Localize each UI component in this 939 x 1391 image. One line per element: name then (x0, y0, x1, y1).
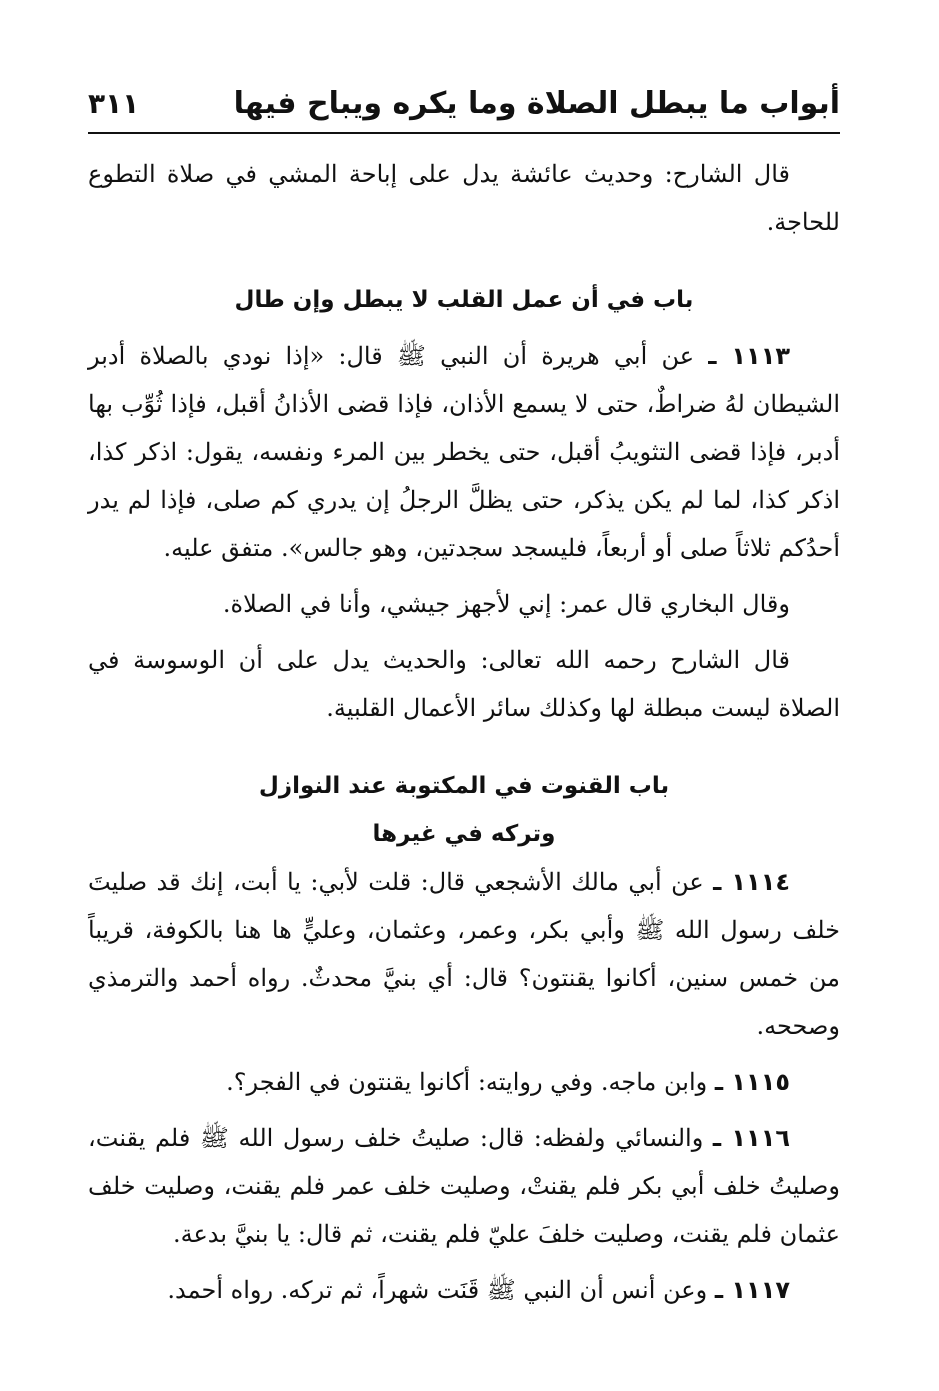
hadith-text-1117: وعن أنس أن النبي ﷺ قَنَت شهراً، ثم تركه. رواه أحمد. (167, 1276, 708, 1304)
header-rule (88, 132, 840, 134)
running-title: أبواب ما يبطل الصلاة وما يكره ويباح فيها (233, 86, 840, 121)
hadith-text-1115: وابن ماجه. وفي روايته: أكانوا يقنتون في الفجر؟. (226, 1068, 708, 1096)
hadith-text-1113: عن أبي هريرة أن النبي ﷺ قال: «إذا نودي بالصلاة أدبر الشيطان لهُ ضراطٌ، حتى لا يسمع الأذان، فإذا قضى الأذانُ أقبل، فإذا ثُوِّب بها أدبر، فإذا قضى التثويبُ أقبل، حتى يخطر بين المرء ونفسه، يقول: اذكر كذا، اذكر كذا، لما لم يكن يذكر، حتى يظلَّ الرجلُ إن يدري كم صلى، فإذا لم يدر أحدُكم ثلاثاً صلى أو أربعاً، فليسجد سجدتين، وهو جالس». متفق عليه. (88, 342, 840, 562)
bukhari-note: وقال البخاري قال عمر: إني لأجهز جيشي، وأنا في الصلاة. (222, 590, 790, 618)
hadith-1117 (88, 1266, 840, 1314)
hadith-text-1114: عن أبي مالك الأشجعي قال: قلت لأبي: يا أبت، إنك قد صليتَ خلف رسول الله ﷺ وأبي بكر، وعمر، وعثمان، وعليٍّ ها هنا بالكوفة، قريباً من خمس سنين، أكانوا يقنتون؟ قال: أي بنيَّ محدثٌ. رواه أحمد والترمذي وصححه. (88, 868, 840, 1040)
hadith-1113 (88, 332, 840, 572)
chapter-heading-qunut-sub: وتركه في غيرها (372, 821, 556, 847)
hadith-number-1116: ١١١٦ ـ (712, 1124, 790, 1152)
page-header (88, 84, 840, 130)
hadith-1116 (88, 1114, 840, 1258)
hadith-number-1115: ١١١٥ ـ (714, 1068, 790, 1096)
hadith-number-1114: ١١١٤ ـ (713, 868, 790, 896)
hadith-1114 (88, 858, 840, 1050)
page-body (88, 150, 840, 1314)
commentary-paragraph-aisha: قال الشارح: وحديث عائشة يدل على إباحة المشي في صلاة التطوع للحاجة. (88, 160, 840, 236)
commentary-paragraph-waswasa: قال الشارح رحمه الله تعالى: والحديث يدل على أن الوسوسة في الصلاة ليست مبطلة لها وكذلك سائر الأعمال القلبية. (88, 646, 840, 722)
hadith-number-1117: ١١١٧ ـ (714, 1276, 790, 1304)
hadith-number-1113: ١١١٣ ـ (708, 342, 790, 370)
hadith-1115 (88, 1058, 840, 1106)
chapter-heading-heart-action: باب في أن عمل القلب لا يبطل وإن طال (234, 287, 694, 313)
hadith-text-1116: والنسائي ولفظه: قال: صليتُ خلف رسول الله ﷺ فلم يقنت، وصليتُ خلف أبي بكر فلم يقنتْ، وصليت خلف عمر فلم يقنت، وصليت خلف عثمان فلم يقنت، وصليت خلفَ عليّ فلم يقنت، ثم قال: يا بنيَّ بدعة. (88, 1124, 840, 1248)
chapter-heading-qunut: باب القنوت في المكتوبة عند النوازل (258, 773, 670, 799)
page-number: ٣١١ (88, 87, 140, 120)
